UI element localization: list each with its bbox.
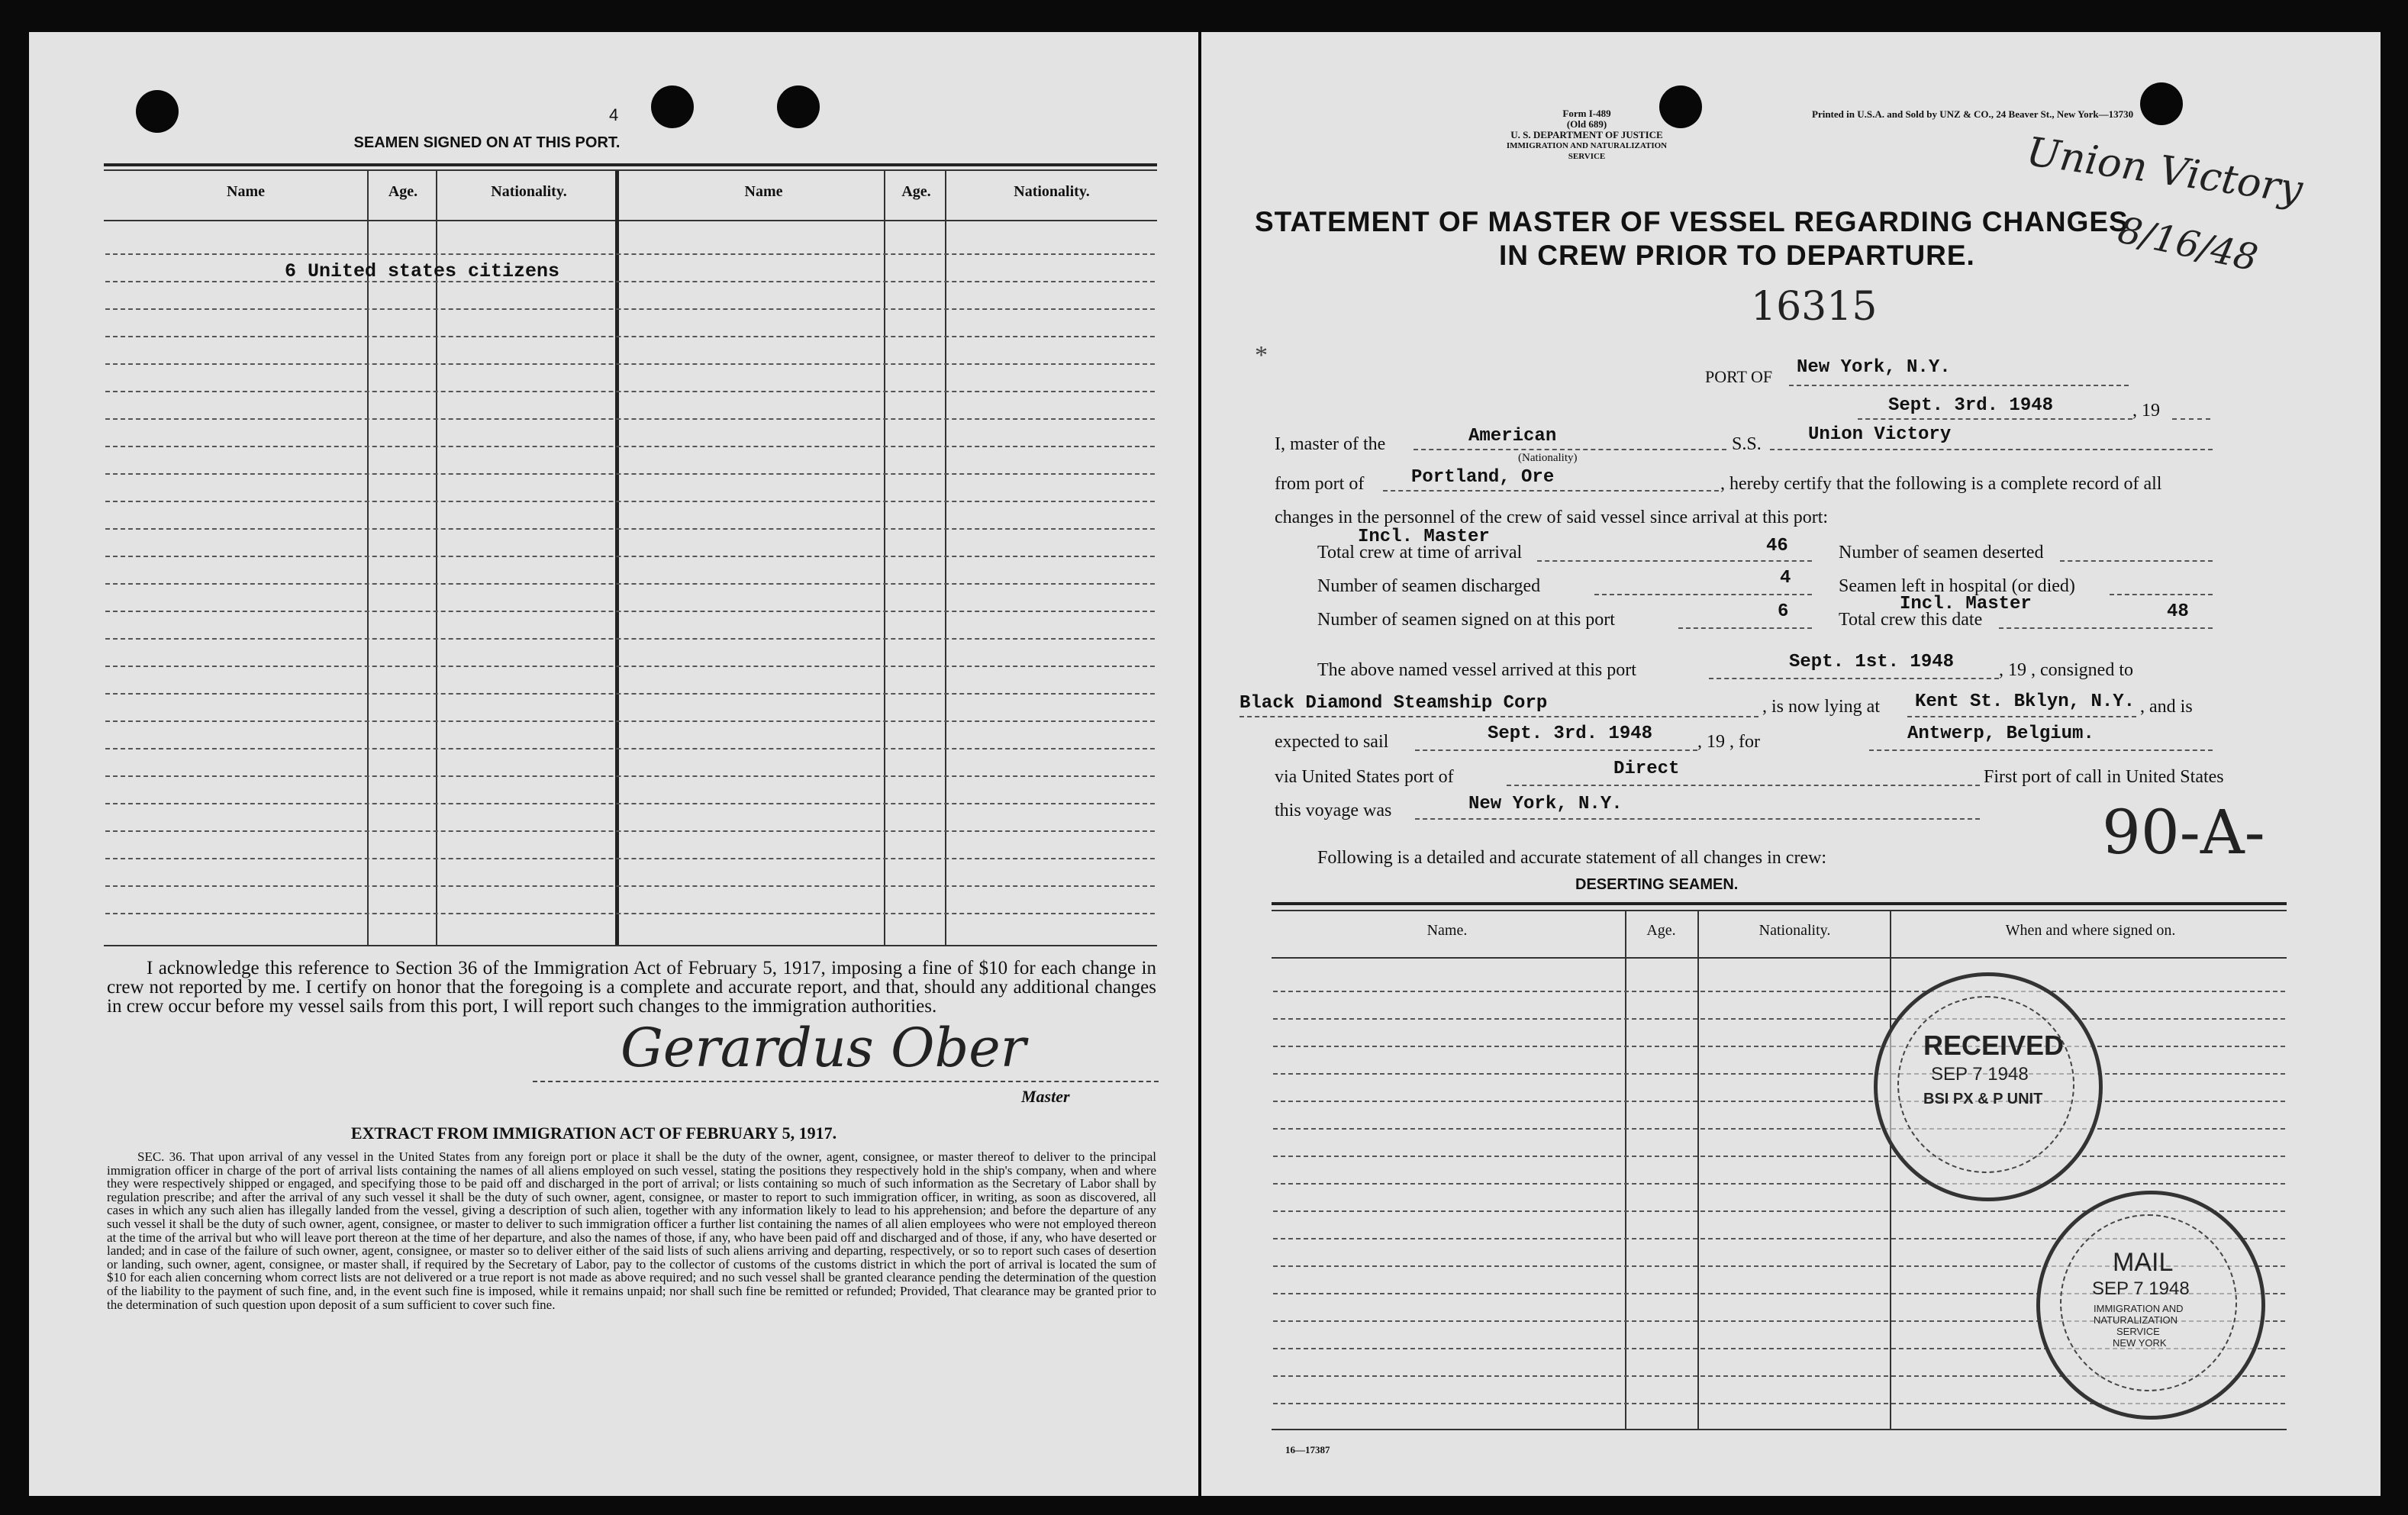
table-row-rule bbox=[105, 720, 1155, 722]
total-crew-value: 46 bbox=[1766, 536, 1788, 556]
table-row-rule bbox=[105, 501, 1155, 502]
punch-hole bbox=[651, 85, 694, 128]
nationality-value: American bbox=[1468, 426, 1557, 446]
service: IMMIGRATION AND NATURALIZATION SERVICE bbox=[1506, 141, 1668, 161]
received-stamp: RECEIVED SEP 7 1948 BSI PX & P UNIT bbox=[1874, 972, 2103, 1201]
column-header-age: Age. bbox=[1646, 922, 1676, 939]
left-page bbox=[29, 32, 1198, 1496]
incl-master-note: Incl. Master bbox=[1900, 594, 2032, 614]
arrived-label: The above named vessel arrived at this port bbox=[1317, 660, 1636, 680]
printer-line: Printed in U.S.A. and Sold by UNZ & CO., 24 Beaver St., New York—13730 bbox=[1812, 108, 2134, 120]
signed-on-label: Number of seamen signed on at this port bbox=[1317, 610, 1615, 630]
changes-text: changes in the personnel of the crew of said vessel since arrival at this port: bbox=[1275, 508, 1829, 527]
table-row-rule bbox=[1273, 1183, 2285, 1185]
table-row-rule bbox=[105, 666, 1155, 667]
consigned-label: , 19 , consigned to bbox=[1999, 660, 2133, 680]
deserting-title: DESERTING SEAMEN. bbox=[1575, 876, 1739, 893]
table-row-rule bbox=[105, 418, 1155, 420]
table-row-rule bbox=[105, 308, 1155, 310]
nationality-caption: (Nationality) bbox=[1518, 452, 1578, 464]
voyage-value: New York, N.Y. bbox=[1468, 794, 1623, 814]
port-label: PORT OF bbox=[1705, 367, 1773, 386]
expected-value: Sept. 3rd. 1948 bbox=[1488, 724, 1653, 744]
table-top-rule bbox=[104, 163, 1157, 166]
master-label: I, master of the bbox=[1275, 434, 1386, 454]
deserted-label: Number of seamen deserted bbox=[1839, 543, 2044, 562]
table-row-rule bbox=[105, 583, 1155, 585]
from-port-label: from port of bbox=[1275, 474, 1365, 494]
table-row-rule bbox=[1273, 1046, 2285, 1047]
lying-value: Kent St. Bklyn, N.Y. bbox=[1915, 691, 2136, 712]
table-row-rule bbox=[1273, 991, 2285, 992]
expected-label: expected to sail bbox=[1275, 732, 1389, 752]
table-row-rule bbox=[105, 473, 1155, 475]
punch-hole bbox=[2140, 82, 2183, 125]
table-row-rule bbox=[105, 446, 1155, 447]
signature-line bbox=[533, 1081, 1159, 1082]
hospital-label: Seamen left in hospital (or died) bbox=[1839, 576, 2075, 596]
column-header-signed-on: When and where signed on. bbox=[2005, 922, 2176, 939]
total-date-value: 48 bbox=[2167, 601, 2189, 622]
table-row-rule bbox=[105, 913, 1155, 914]
column-header-name: Name bbox=[744, 183, 783, 200]
handwritten-number: 16315 bbox=[1751, 284, 1878, 330]
punch-hole bbox=[777, 85, 820, 128]
signature-label: Master bbox=[1021, 1087, 1070, 1106]
voyage-label: this voyage was bbox=[1275, 801, 1392, 820]
table-top-rule bbox=[104, 169, 1157, 171]
table-row-rule bbox=[105, 336, 1155, 337]
and-is-text: , and is bbox=[2140, 697, 2193, 717]
table-row-rule bbox=[105, 611, 1155, 612]
header-rule bbox=[104, 220, 1157, 221]
column-header-nationality: Nationality. bbox=[1758, 922, 1831, 939]
discharged-label: Number of seamen discharged bbox=[1317, 576, 1541, 596]
table-row-rule bbox=[1273, 1128, 2285, 1130]
table-row-rule bbox=[105, 528, 1155, 530]
following-text: Following is a detailed and accurate statement of all changes in crew: bbox=[1317, 848, 1827, 868]
from-port-value: Portland, Ore bbox=[1411, 467, 1555, 488]
page-number: 4 bbox=[609, 105, 619, 124]
total-crew-label: Total crew at time of arrival bbox=[1317, 543, 1523, 562]
footer-code: 16—17387 bbox=[1285, 1444, 1330, 1455]
column-header-nationality: Nationality. bbox=[491, 183, 567, 200]
table-row-rule bbox=[105, 803, 1155, 804]
lying-label: , is now lying at bbox=[1762, 697, 1880, 717]
via-value: Direct bbox=[1613, 759, 1680, 779]
asterisk-mark: * bbox=[1255, 341, 1268, 369]
discharged-value: 4 bbox=[1780, 568, 1791, 588]
column-header-name: Name. bbox=[1426, 922, 1468, 939]
signed-on-value: 6 bbox=[1778, 601, 1789, 622]
table-row-rule bbox=[105, 281, 1155, 282]
column-header-nationality: Nationality. bbox=[1014, 183, 1090, 200]
section-title: SEAMEN SIGNED ON AT THIS PORT. bbox=[353, 134, 621, 151]
table-row-rule bbox=[1273, 1073, 2285, 1075]
table-row-rule bbox=[105, 556, 1155, 557]
acknowledgement-text: I acknowledge this reference to Section 36 of the Immigration Act of February 5, 1917, imposing a fine of $10 for each change in crew not reported by me. I certify on honor that the foregoing is a complete and accurate report, and that, should any additional changes in crew occur before my vessel sails from this port, I will report such changes to the immigration authorities. bbox=[107, 958, 1156, 1017]
table-row-rule bbox=[1273, 1156, 2285, 1157]
handwritten-vessel: Union Victory bbox=[2023, 128, 2306, 214]
table-row-rule bbox=[105, 693, 1155, 695]
total-date-label: Total crew this date bbox=[1839, 610, 1983, 630]
table-row-rule bbox=[1273, 1101, 2285, 1102]
ss-label: S.S. bbox=[1732, 434, 1762, 454]
destination-value: Antwerp, Belgium. bbox=[1907, 724, 2094, 744]
consignee-value: Black Diamond Steamship Corp bbox=[1239, 693, 1548, 714]
column-header-name: Name bbox=[227, 183, 265, 200]
for-label: , 19 , for bbox=[1697, 732, 1760, 752]
via-label: via United States port of bbox=[1275, 767, 1454, 787]
port-value: New York, N.Y. bbox=[1797, 357, 1951, 378]
incl-master-note: Incl. Master bbox=[1358, 527, 1490, 547]
date-value: Sept. 3rd. 1948 bbox=[1888, 395, 2054, 416]
table-row-rule bbox=[105, 830, 1155, 832]
ship-name: Union Victory bbox=[1808, 424, 1952, 445]
form-old-number: (Old 689) bbox=[1566, 118, 1607, 130]
table-row-rule bbox=[105, 391, 1155, 392]
arrived-value: Sept. 1st. 1948 bbox=[1789, 652, 1955, 672]
table-row-rule bbox=[1273, 1018, 2285, 1020]
handwritten-date: 8/16/48 bbox=[2114, 208, 2261, 280]
agency: U. S. DEPARTMENT OF JUSTICE bbox=[1510, 129, 1663, 140]
table-row-rule bbox=[105, 858, 1155, 859]
table-row-rule bbox=[105, 638, 1155, 640]
date-suffix: , 19 bbox=[2132, 401, 2160, 421]
extract-text: SEC. 36. That upon arrival of any vessel in the United States from any foreign port or place it shall be the duty of the owner, agent, consignee, or master thereof to deliver to the principal immigration officer in charge of the port of arrival lists containing the names of all aliens employed on such vessel, stating the positions they respectively hold in the ship's company, when and where they were respectively shipped or engaged, and specifying those to be paid off and discharged in the port of arrival; or lists containing so much of such information as the Secretary of Labor shall by regulation prescribe; and after the arrival of any such vessel it shall be the duty of such owner, agent, consignee, or master to report to such immigration officer, in writing, as soon as discovered, all cases in which any such alien has illegally landed from the vessel, giving a description of such alien, together with any information likely to lead to his apprehension; and before the departure of any such vessel it shall be the duty of such owner, agent, consignee, or master to deliver to such immigration officer a further list containing the names of all alien employees who were not employed thereon at the time of the arrival but who will leave port thereon at the time of her departure, and also the names of those, if any, who have been paid off and discharged and of those, if any, who have deserted or landed; and in case of the failure of such owner, agent, consignee, or master so to deliver either of the said lists of such aliens arriving and departing, respectively, or so to report such cases of desertion or landing, such owner, agent, consignee, or master shall, if required by the Secretary of Labor, pay to the collector of customs of the customs district in which the port of arrival is located the sum of $10 for each alien concerning whom correct lists are not delivered or a true report is not made as above required; and no such vessel shall be granted clearance pending the determination of the question of the liability to the payment of such fine, and, in the event such fine is imposed, while it remains unpaid; nor shall such fine be remitted or refunded; Provided, That clearance may be granted prior to the determination of such question upon deposit of a sum sufficient to cover such fine. bbox=[107, 1149, 1156, 1312]
first-call-label: First port of call in United States bbox=[1984, 767, 2224, 787]
master-signature: Gerardus Ober bbox=[621, 1017, 1027, 1079]
handwritten-code: 90-A- bbox=[2102, 797, 2265, 868]
certify-text: , hereby certify that the following is a complete record of all bbox=[1720, 474, 2162, 494]
table-row-rule bbox=[105, 363, 1155, 365]
table-row-rule bbox=[105, 748, 1155, 749]
column-header-age: Age. bbox=[901, 183, 931, 200]
table-entry: 6 United states citizens bbox=[285, 260, 560, 282]
punch-hole bbox=[136, 90, 179, 133]
document-title-line2: IN CREW PRIOR TO DEPARTURE. bbox=[1499, 240, 1975, 271]
document-title: STATEMENT OF MASTER OF VESSEL REGARDING CHANGES bbox=[1255, 206, 2129, 237]
mail-stamp: MAIL SEP 7 1948 IMMIGRATION AND NATURALIZATION SERVICE NEW YORK bbox=[2036, 1191, 2265, 1420]
form-number: Form I-489 bbox=[1562, 108, 1611, 119]
table-row-rule bbox=[105, 885, 1155, 887]
column-header-age: Age. bbox=[388, 183, 418, 200]
extract-title: EXTRACT FROM IMMIGRATION ACT OF FEBRUARY 5, 1917. bbox=[350, 1123, 837, 1143]
table-row-rule bbox=[105, 775, 1155, 777]
table-bottom-rule bbox=[104, 945, 1157, 946]
table-row-rule bbox=[105, 253, 1155, 255]
form-header bbox=[1499, 108, 1675, 162]
